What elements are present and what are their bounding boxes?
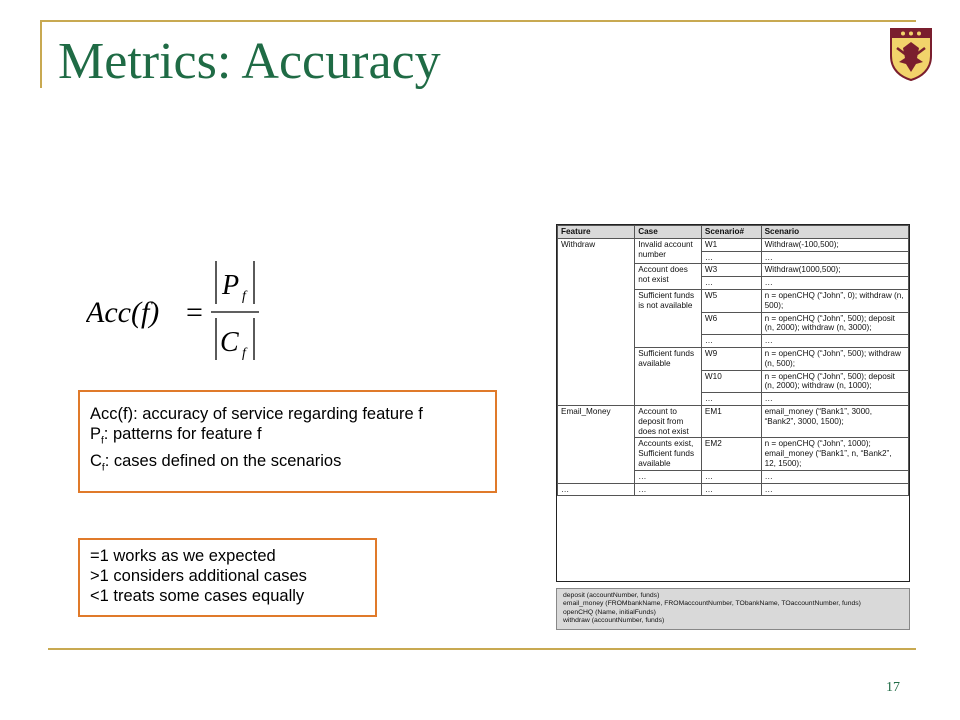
- scenario-id-cell: W3: [701, 264, 761, 277]
- definition-patterns: $P_f$: patterns for feature f: [90, 425, 262, 447]
- definition-acc: Acc(f): accuracy of service regarding feature f: [90, 405, 423, 423]
- accuracy-formula: [86, 256, 266, 366]
- scenario-table-figure: [556, 224, 910, 582]
- case-cell: Sufficient funds available: [635, 347, 702, 405]
- scenario-cell: …: [761, 251, 908, 264]
- definition-cases: $C_f$: cases defined on the scenarios: [90, 452, 342, 474]
- scenario-id-cell: EM2: [701, 438, 761, 470]
- university-crest-icon: [888, 26, 934, 82]
- top-rule: [40, 20, 916, 22]
- scenario-cell: n = openCHQ (“John”, 500); deposit (n, 2000); withdraw (n, 1000);: [761, 370, 908, 393]
- scenario-cell: …: [761, 393, 908, 406]
- scenario-cell: …: [761, 277, 908, 290]
- table-row: [558, 238, 909, 251]
- table-header-row: [558, 226, 909, 239]
- case-cell: Sufficient funds is not available: [635, 289, 702, 347]
- scenario-id-cell: …: [701, 393, 761, 406]
- signature-email-money: email_money (FROMbankName, FROMaccountNumber, TObankName, TOaccountNumber, funds): [563, 600, 861, 608]
- scenario-id-cell: …: [701, 251, 761, 264]
- interpretation-box: [78, 538, 377, 617]
- scenario-table: [557, 225, 909, 496]
- scenario-cell: n = openCHQ (“John”, 1000); email_money (“Bank1”, n, “Bank2”, 12, 1500);: [761, 438, 908, 470]
- column-header: Feature: [558, 226, 635, 239]
- formula-lhs: Acc(f): [86, 296, 160, 329]
- scenario-id-cell: …: [701, 470, 761, 483]
- table-row: [558, 405, 909, 437]
- interpretation-equal: =1 works as we expected: [90, 547, 276, 565]
- scenario-cell: n = openCHQ (“John”, 500); deposit (n, 2000); withdraw (n, 3000);: [761, 312, 908, 335]
- definitions-box: [78, 390, 497, 493]
- scenario-id-cell: W5: [701, 289, 761, 312]
- interpretation-less: <1 treats some cases equally: [90, 587, 305, 605]
- formula-denominator: C: [220, 327, 239, 358]
- scenario-cell: n = openCHQ (“John”, 500); withdraw (n, 500);: [761, 347, 908, 370]
- scenario-cell: email_money (“Bank1”, 3000, “Bank2”, 3000, 1500);: [761, 405, 908, 437]
- feature-cell: Withdraw: [558, 238, 635, 405]
- feature-cell: Email_Money: [558, 405, 635, 483]
- formula-equals: =: [186, 296, 203, 329]
- scenario-id-cell: W1: [701, 238, 761, 251]
- scenario-id-cell: EM1: [701, 405, 761, 437]
- feature-cell: …: [558, 483, 635, 496]
- formula-numerator: P: [222, 270, 240, 301]
- signature-deposit: deposit (accountNumber, funds): [563, 592, 660, 599]
- case-cell: …: [635, 483, 702, 496]
- scenario-id-cell: W9: [701, 347, 761, 370]
- interpretation-greater: >1 considers additional cases: [90, 567, 307, 585]
- case-cell: Accounts exist, Sufficient funds available: [635, 438, 702, 470]
- case-cell: Account to deposit from does not exist: [635, 405, 702, 437]
- formula-denominator-sub: f: [242, 346, 246, 361]
- slide-title: Metrics: Accuracy: [58, 33, 441, 90]
- scenario-id-cell: …: [701, 335, 761, 348]
- scenario-cell: …: [761, 470, 908, 483]
- scenario-cell: Withdraw(-100,500);: [761, 238, 908, 251]
- scenario-cell: …: [761, 335, 908, 348]
- case-cell: Invalid account number: [635, 238, 702, 264]
- scenario-id-cell: W6: [701, 312, 761, 335]
- column-header: Scenario#: [701, 226, 761, 239]
- case-cell: …: [635, 470, 702, 483]
- scenario-id-cell: …: [701, 277, 761, 290]
- left-rule: [40, 20, 42, 88]
- scenario-id-cell: …: [701, 483, 761, 496]
- column-header: Case: [635, 226, 702, 239]
- bottom-rule: [48, 648, 916, 650]
- scenario-cell: …: [761, 483, 908, 496]
- table-row: [558, 483, 909, 496]
- function-signatures: [556, 588, 910, 630]
- scenario-id-cell: W10: [701, 370, 761, 393]
- scenario-cell: n = openCHQ (“John”, 0); withdraw (n, 500);: [761, 289, 908, 312]
- signature-open-chq: openCHQ (Name, initialFunds): [563, 608, 656, 616]
- formula-numerator-sub: f: [242, 289, 246, 304]
- page-number: 17: [886, 680, 900, 695]
- signature-withdraw: withdraw (accountNumber, funds): [563, 617, 665, 625]
- column-header: Scenario: [761, 226, 908, 239]
- case-cell: Account does not exist: [635, 264, 702, 290]
- scenario-cell: Withdraw(1000,500);: [761, 264, 908, 277]
